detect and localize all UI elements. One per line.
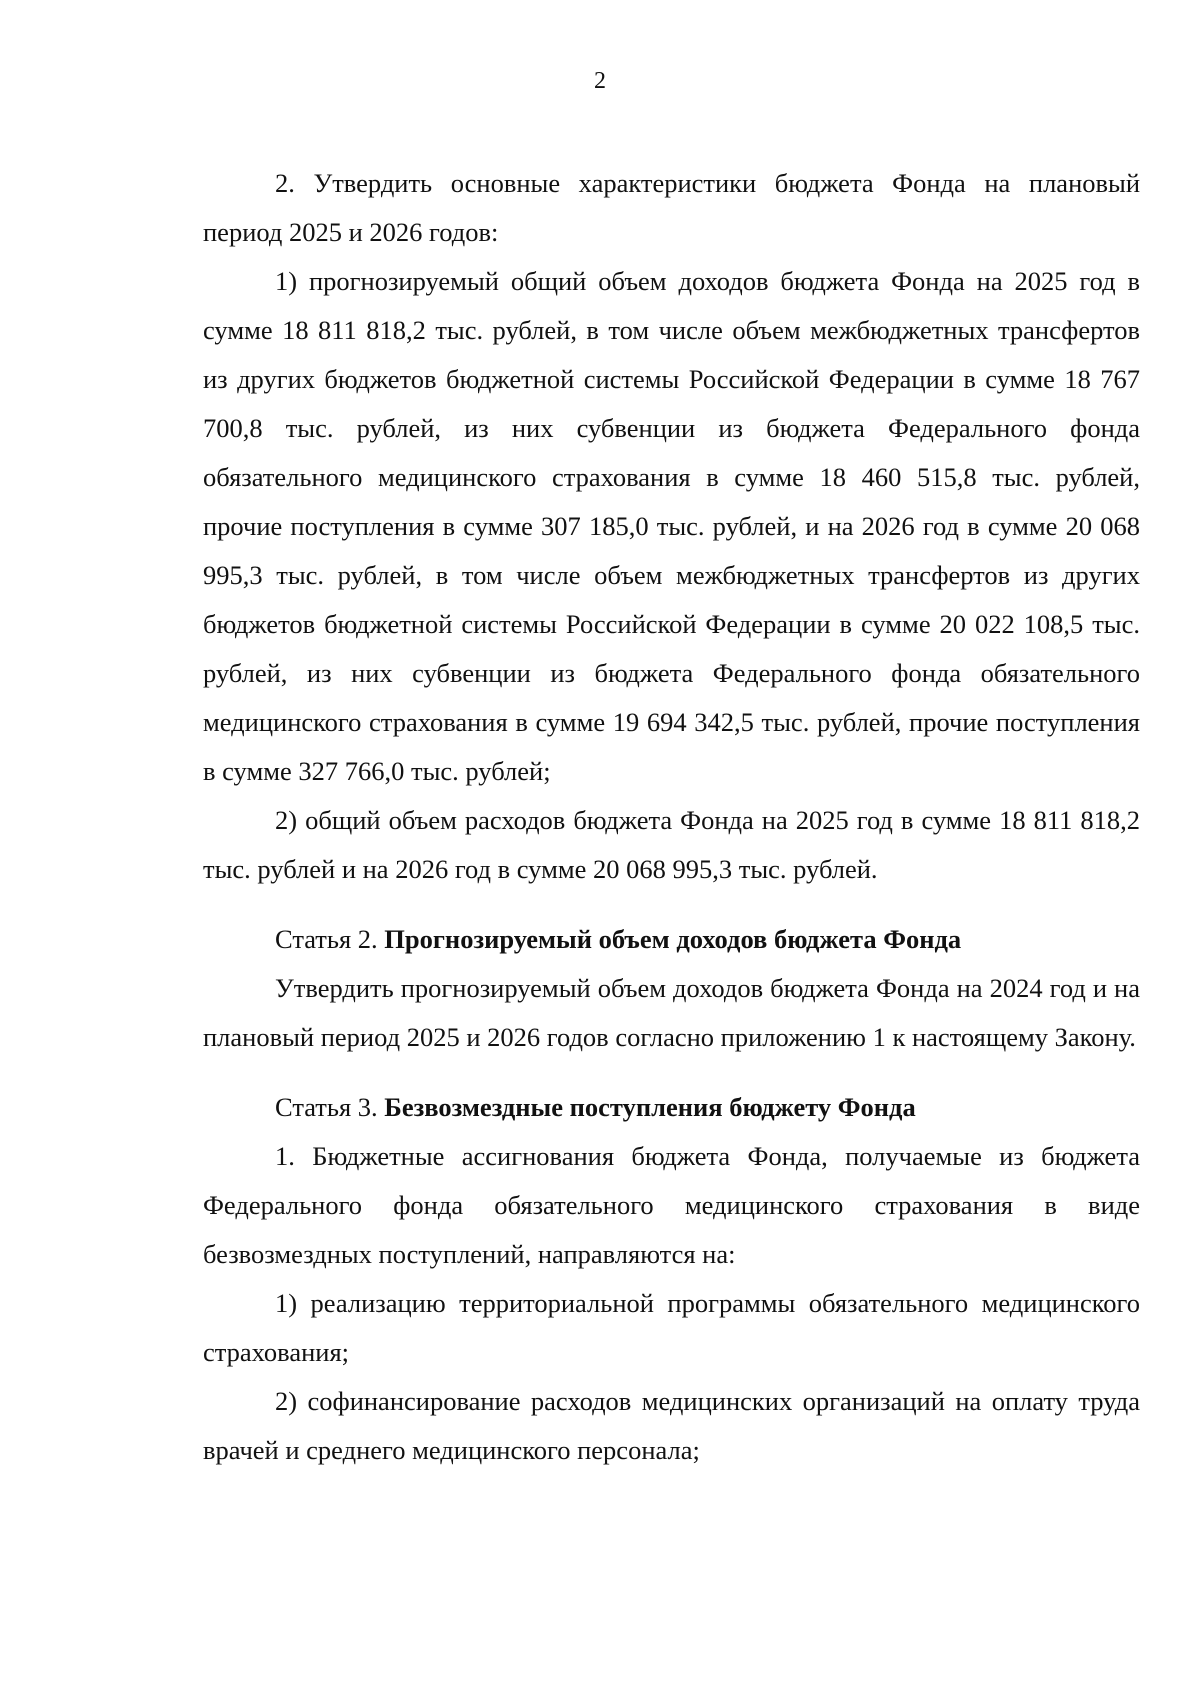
article-3-label: Статья 3. (275, 1092, 378, 1122)
article-3-paragraph-1: 1. Бюджетные ассигнования бюджета Фонда, получаемые из бюджета Федерального фонда обязательного медицинского страхования в виде безвозмездных поступлений, направляются на: (203, 1141, 1140, 1269)
article-2-title: Прогнозируемый объем доходов бюджета Фонда (384, 924, 962, 954)
article-2 (203, 915, 1140, 1062)
article-3-paragraph-3: 2) софинансирование расходов медицинских организаций на оплату труда врачей и среднего медицинского персонала; (203, 1386, 1140, 1465)
page-number: 2 (594, 68, 606, 94)
article-2-label: Статья 2. (275, 924, 378, 954)
article-2-paragraph-1: Утвердить прогнозируемый объем доходов бюджета Фонда на 2024 год и на плановый период 2025 и 2026 годов согласно приложению 1 к настоящему Закону. (203, 973, 1140, 1052)
intro-paragraph-3: 2) общий объем расходов бюджета Фонда на 2025 год в сумме 18 811 818,2 тыс. рублей и на 2026 год в сумме 20 068 995,3 тыс. рублей. (203, 805, 1140, 884)
intro-paragraph-2: 1) прогнозируемый общий объем доходов бюджета Фонда на 2025 год в сумме 18 811 818,2 тыс. рублей, в том числе объем межбюджетных трансфертов из других бюджетов бюджетной системы Российской Федерации в сумме 18 767 700,8 тыс. рублей, из них субвенции из бюджета Федерального фонда обязательного медицинского страхования в сумме 18 460 515,8 тыс. рублей, прочие поступления в сумме 307 185,0 тыс. рублей, и на 2026 год в сумме 20 068 995,3 тыс. рублей, в том числе объем межбюджетных трансфертов из других бюджетов бюджетной системы Российской Федерации в сумме 20 022 108,5 тыс. рублей, из них субвенции из бюджета Федерального фонда обязательного медицинского страхования в сумме 19 694 342,5 тыс. рублей, прочие поступления в сумме 327 766,0 тыс. рублей; (203, 266, 1140, 786)
intro-paragraph-1: 2. Утвердить основные характеристики бюджета Фонда на плановый период 2025 и 2026 годов: (203, 168, 1140, 247)
article-3-heading (203, 1083, 1140, 1132)
document-body (203, 159, 1140, 1475)
article-3 (203, 1083, 1140, 1475)
article-2-heading (203, 915, 1140, 964)
article-3-title: Безвозмездные поступления бюджету Фонда (384, 1092, 916, 1122)
article-3-paragraph-2: 1) реализацию территориальной программы обязательного медицинского страхования; (203, 1288, 1140, 1367)
